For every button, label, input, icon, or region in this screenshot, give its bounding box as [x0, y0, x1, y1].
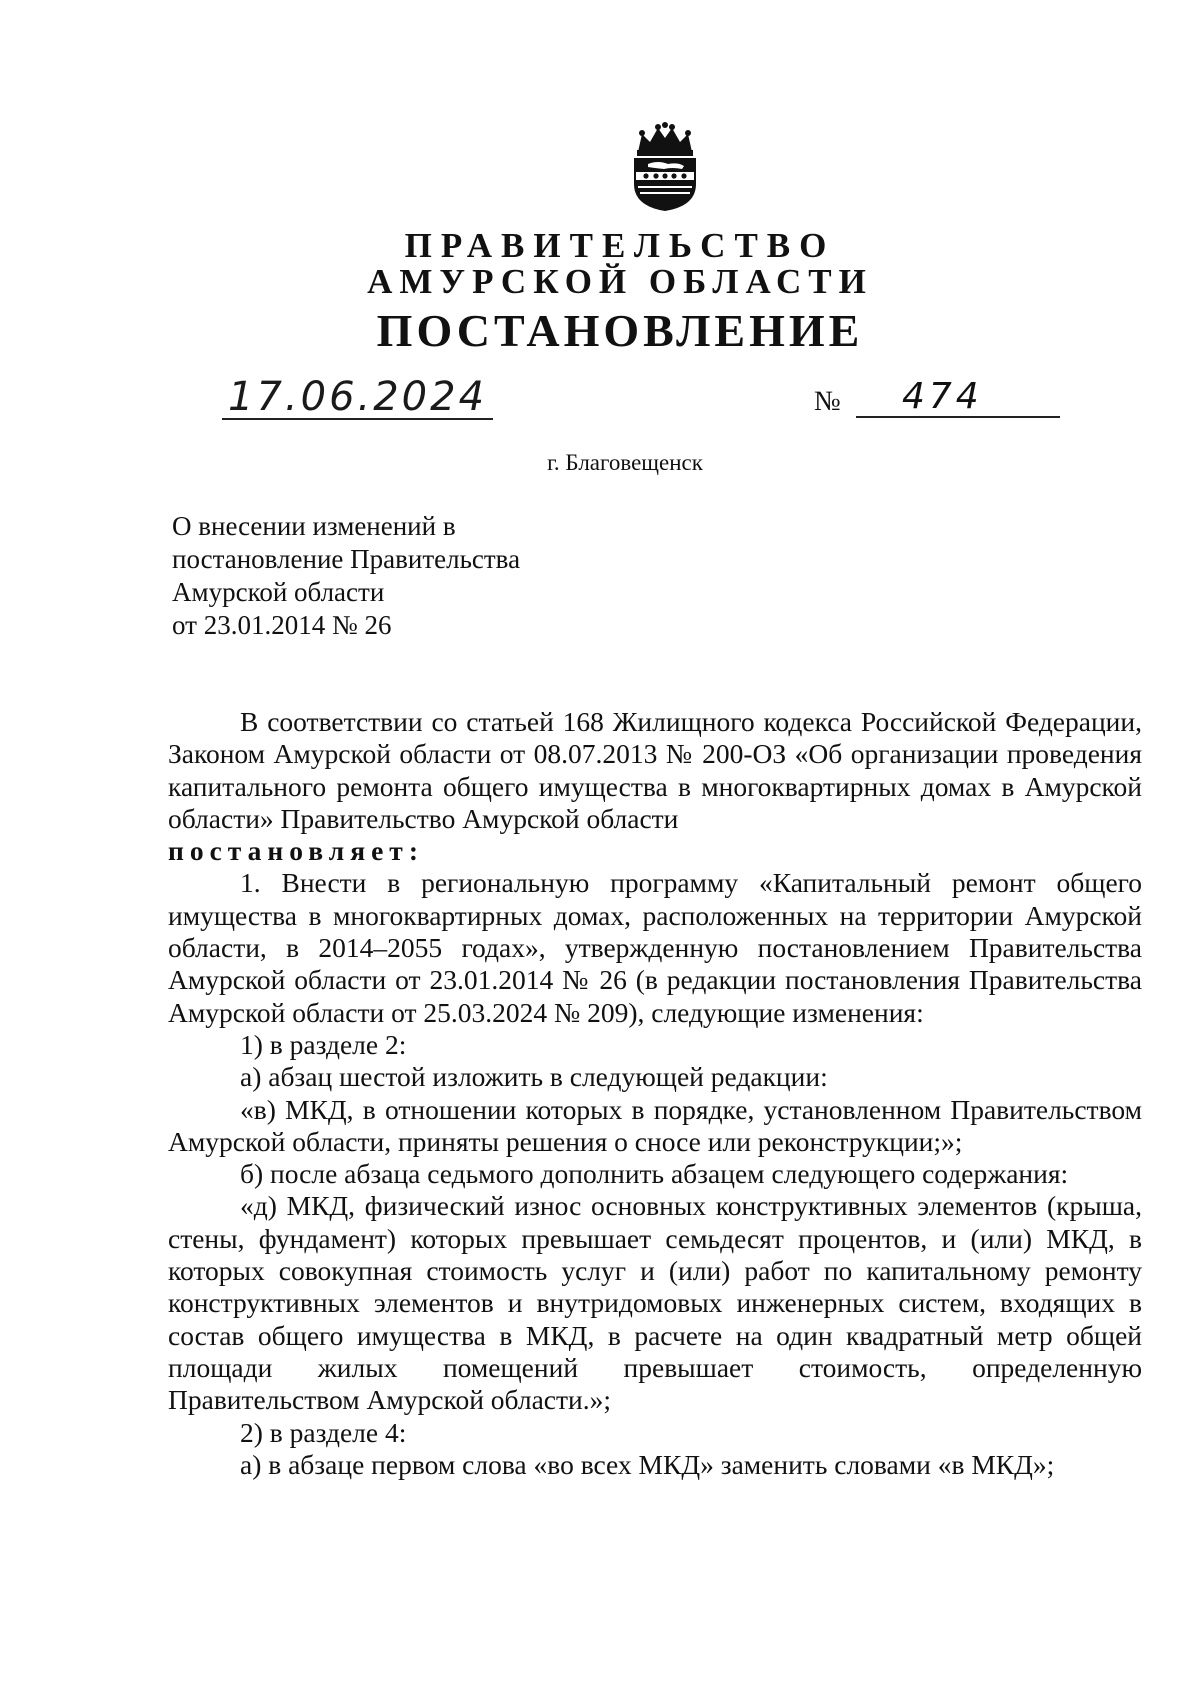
item-1-1b-text-paragraph: «д) МКД, физический износ основных конструктивных элементов (крыша, стены, фундамент) которых превышает семьдесят процентов, и (или) МКД, в которых совокупная стоимость услуг и (или) работ по капитальному ремонту конструктивных элементов и внутридомовых инженерных систем, входящих в состав общего имущества в МКД, в расчете на один квадратный метр общей площади жилых помещений превышает стоимость, определенную Правительством Амурской области.»; [168, 1190, 1142, 1416]
government-title-line2: АМУРСКОЙ ОБЛАСТИ [367, 262, 873, 301]
coat-of-arms-emblem-icon [628, 122, 702, 212]
government-title-line1: ПРАВИТЕЛЬСТВО [404, 226, 836, 265]
item-1-1-paragraph: 1) в разделе 2: [240, 1028, 407, 1060]
item-1-2a-paragraph: а) в абзаце первом слова «во всех МКД» заменить словами «в МКД»; [240, 1448, 1055, 1480]
document-subject [172, 510, 520, 642]
item-1-paragraph: 1. Внести в региональную программу «Капитальный ремонт общего имущества в многоквартирных домах, расположенных на территории Амурской области, в 2014–2055 годах», утвержденную постановлением Правительства Амурской области от 23.01.2014 № 26 (в редакции постановления Правительства Амурской области от 25.03.2024 № 209), следующие изменения: [168, 867, 1142, 1028]
subject-line: от 23.01.2014 № 26 [172, 610, 392, 640]
item-1-2-paragraph: 2) в разделе 4: [240, 1416, 407, 1448]
handwritten-date: 17.06.2024 [222, 378, 493, 420]
preamble-paragraph: В соответствии со статьей 168 Жилищного кодекса Российской Федерации, Законом Амурской области от 08.07.2013 № 200-ОЗ «Об организации проведения капитального ремонта общего имущества в многоквартирных домах в Амурской области» Правительство Амурской области [168, 706, 1142, 834]
subject-line: постановление Правительства [172, 544, 521, 574]
handwritten-number: 474 [856, 378, 1060, 418]
subject-line: Амурской области [172, 577, 385, 607]
item-1-1b-paragraph: б) после абзаца седьмого дополнить абзацем следующего содержания: [240, 1158, 1069, 1190]
item-1-1a-text-paragraph: «в) МКД, в отношении которых в порядке, установленном Правительством Амурской области, приняты решения о сносе или реконструкции;»; [168, 1093, 1142, 1157]
item-1-1a-paragraph: а) абзац шестой изложить в следующей редакции: [240, 1061, 828, 1093]
document-body [168, 706, 1142, 1481]
resolves-word: постановляет: [168, 835, 424, 867]
city-name: г. Благовещенск [547, 450, 703, 475]
number-label: № [814, 386, 841, 417]
subject-line: О внесении изменений в [172, 511, 456, 541]
document-type-title: ПОСТАНОВЛЕНИЕ [376, 305, 864, 356]
